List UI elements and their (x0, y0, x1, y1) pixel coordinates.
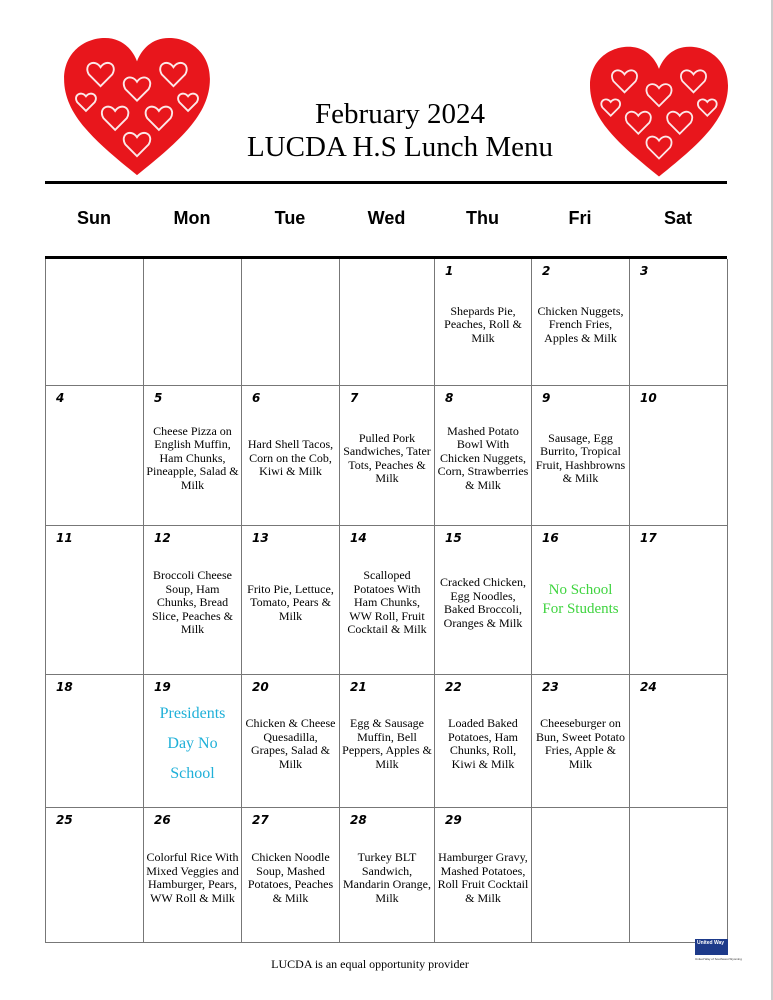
page-title (180, 98, 620, 164)
menu-item (534, 832, 627, 938)
no-school-notice: Presidents Day No School (159, 705, 226, 782)
menu-item: Shepards Pie, Peaches, Roll & Milk (444, 303, 522, 345)
weekday-tue: Tue (274, 208, 306, 228)
menu-item (632, 410, 725, 521)
day-cell (434, 386, 531, 526)
day-cell (45, 675, 143, 808)
day-number: 23 (542, 680, 559, 694)
menu-item: Pulled Pork Sandwiches, Tater Tots, Peaches & Milk (343, 430, 431, 485)
menu-item: Scalloped Potatoes With Ham Chunks, WW Roll, Fruit Cocktail & Milk (347, 568, 427, 637)
day-cell (531, 259, 629, 386)
weekday-wed: Wed (367, 208, 406, 228)
day-cell (45, 808, 143, 943)
day-number: 17 (640, 531, 657, 545)
day-number: 16 (542, 531, 559, 545)
menu-item: Cracked Chicken, Egg Noodles, Baked Broccoli, Oranges & Milk (440, 575, 526, 630)
menu-item (146, 283, 239, 381)
day-number: 19 (154, 680, 171, 694)
day-cell (45, 526, 143, 675)
no-school-notice: No School For Students (542, 582, 619, 617)
day-cell (339, 675, 434, 808)
title-divider (45, 181, 727, 184)
calendar-grid (45, 256, 727, 943)
day-cell (629, 259, 728, 386)
title-month: February 2024 (315, 98, 485, 130)
menu-item: Mashed Potato Bowl With Chicken Nuggets, Corn, Strawberries & Milk (437, 423, 529, 492)
day-cell (45, 259, 143, 386)
menu-item (48, 283, 141, 381)
day-number: 29 (445, 813, 462, 827)
day-number: 20 (252, 680, 269, 694)
united-way-logo-subtitle: United Way of Southwest Wyoming (695, 957, 742, 961)
menu-item (342, 283, 432, 381)
menu-item: Chicken Noodle Soup, Mashed Potatoes, Peaches & Milk (247, 850, 334, 905)
day-number: 21 (350, 680, 367, 694)
day-number: 24 (640, 680, 657, 694)
day-cell (241, 259, 339, 386)
menu-item (48, 832, 141, 938)
menu-item: Loaded Baked Potatoes, Ham Chunks, Roll, Kiwi & Milk (448, 716, 518, 771)
day-cell (629, 675, 728, 808)
menu-item: Frito Pie, Lettuce, Tomato, Pears & Milk (247, 581, 334, 623)
menu-item: Broccoli Cheese Soup, Ham Chunks, Bread Slice, Peaches & Milk (152, 568, 233, 637)
weekday-sat: Sat (663, 208, 692, 228)
day-cell (143, 386, 241, 526)
menu-item (632, 283, 725, 381)
menu-item (244, 283, 337, 381)
day-number: 6 (252, 391, 261, 405)
day-number: 2 (542, 264, 551, 278)
day-cell (241, 808, 339, 943)
menu-item: Hard Shell Tacos, Corn on the Cob, Kiwi & Milk (247, 437, 334, 479)
day-number: 26 (154, 813, 171, 827)
menu-item: Cheese Pizza on English Muffin, Ham Chunks, Pineapple, Salad & Milk (146, 423, 239, 492)
day-number: 15 (445, 531, 462, 545)
menu-item: Turkey BLT Sandwich, Mandarin Orange, Milk (343, 850, 431, 905)
menu-item: Hamburger Gravy, Mashed Potatoes, Roll Fruit Cocktail & Milk (437, 850, 529, 905)
day-cell (241, 526, 339, 675)
weekday-mon: Mon (173, 208, 211, 228)
day-cell (339, 259, 434, 386)
day-number: 9 (542, 391, 551, 405)
menu-item: Cheeseburger on Bun, Sweet Potato Fries, Apple & Milk (536, 716, 625, 771)
menu-item: Egg & Sausage Muffin, Bell Peppers, Apples & Milk (342, 716, 432, 771)
menu-item (48, 699, 141, 803)
day-cell (629, 386, 728, 526)
menu-item: Colorful Rice With Mixed Veggies and Hamburger, Pears, WW Roll & Milk (146, 850, 239, 905)
weekday-sun: Sun (77, 208, 111, 228)
day-number: 22 (445, 680, 462, 694)
day-cell (434, 259, 531, 386)
day-number: 5 (154, 391, 163, 405)
day-number: 28 (350, 813, 367, 827)
day-number: 14 (350, 531, 367, 545)
weekday-fri: Fri (568, 208, 592, 228)
day-cell (434, 808, 531, 943)
weekday-thu: Thu (466, 208, 499, 228)
day-number: 11 (56, 531, 73, 545)
footer-text: LUCDA is an equal opportunity provider (271, 957, 469, 971)
day-number: 7 (350, 391, 359, 405)
day-number: 13 (252, 531, 269, 545)
menu-item (48, 410, 141, 521)
day-cell (241, 386, 339, 526)
day-number: 3 (640, 264, 649, 278)
day-number: 12 (154, 531, 171, 545)
menu-item (48, 550, 141, 670)
day-number: 8 (445, 391, 454, 405)
day-cell (434, 675, 531, 808)
day-number: 10 (640, 391, 657, 405)
day-cell (339, 808, 434, 943)
day-number: 18 (56, 680, 73, 694)
day-cell (531, 675, 629, 808)
day-number: 4 (56, 391, 65, 405)
day-cell (629, 526, 728, 675)
menu-item: Chicken Nuggets, French Fries, Apples & Milk (537, 303, 624, 345)
day-cell (339, 526, 434, 675)
day-cell (531, 526, 629, 675)
day-cell (629, 808, 728, 943)
day-cell (143, 526, 241, 675)
day-cell (531, 386, 629, 526)
day-number: 25 (56, 813, 73, 827)
day-cell (45, 386, 143, 526)
menu-item (632, 699, 725, 803)
title-menu: LUCDA H.S Lunch Menu (246, 131, 554, 163)
menu-item (632, 832, 725, 938)
menu-item: Sausage, Egg Burrito, Tropical Fruit, Hashbrowns & Milk (535, 430, 626, 485)
day-cell (143, 675, 241, 808)
day-cell (143, 259, 241, 386)
menu-item: Chicken & Cheese Quesadilla, Grapes, Salad & Milk (245, 716, 336, 771)
day-number: 1 (445, 264, 454, 278)
day-cell (143, 808, 241, 943)
day-cell (531, 808, 629, 943)
day-number: 27 (252, 813, 269, 827)
menu-item (632, 550, 725, 670)
united-way-logo: United Way (695, 939, 728, 955)
day-cell (434, 526, 531, 675)
day-cell (339, 386, 434, 526)
day-cell (241, 675, 339, 808)
